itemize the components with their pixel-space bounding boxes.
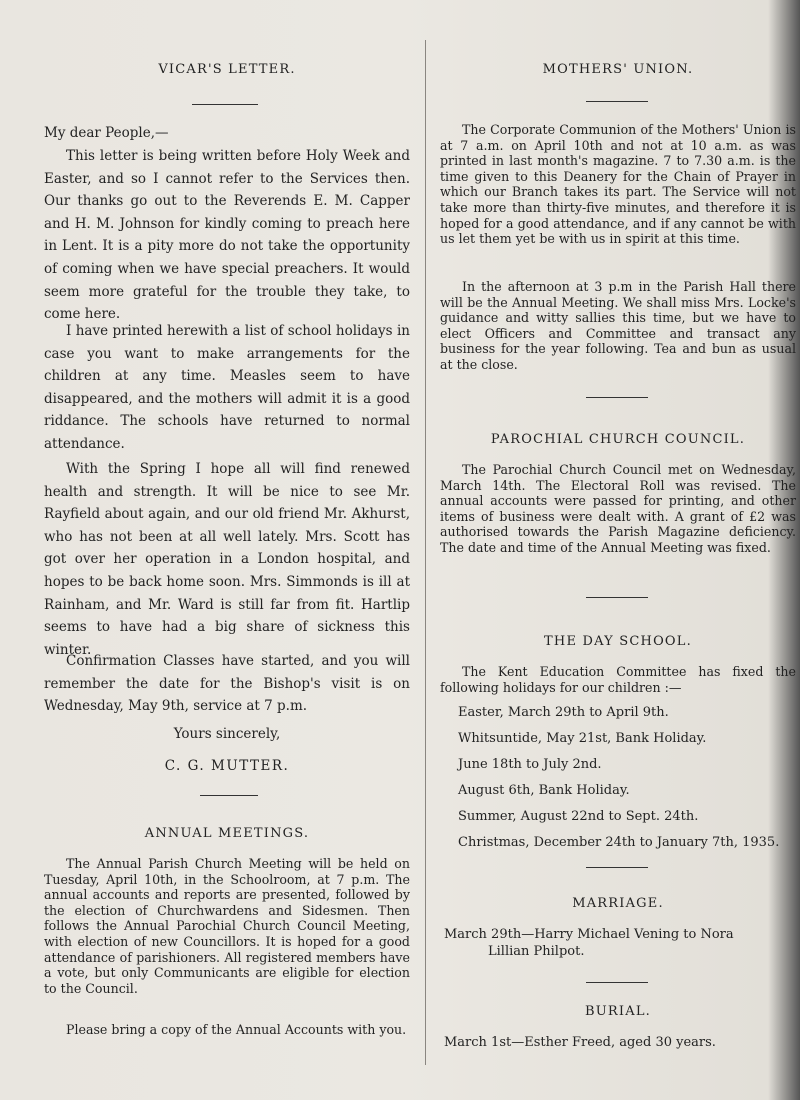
letter-paragraph: With the Spring I hope all will find renewed health and strength. It will be nice to see Mr. Rayfield about again, and our old friend Mr. Akhurst, who has not been at all well lately. Mrs. Scott has got over her operation in a London hospital, and hopes to be back home soon. Mrs. Simmonds is ill at Rainham, and Mr. Ward is still far from fit. Hartlip seems to have had a big share of sickness this winter.: [44, 461, 410, 658]
mothers-union-heading: MOTHERS' UNION.: [542, 62, 694, 77]
letter-closing: Yours sincerely,: [173, 726, 281, 742]
letter-signature: C. G. MUTTER.: [164, 758, 290, 774]
holiday-item: Summer, August 22nd to Sept. 24th.: [458, 809, 699, 824]
holiday-item: Whitsuntide, May 21st, Bank Holiday.: [458, 731, 707, 746]
holiday-item: June 18th to July 2nd.: [458, 757, 602, 772]
letter-paragraph: This letter is being written before Holy Week and Easter, and so I cannot refer to the Services then. Our thanks go out to the Reverends E. M. Capper and H. M. Johnson for kindly coming to preach here in Lent. It is a pity more do not take the opportunity of coming when we have special preachers. It would seem more grateful for the trouble they take, to come here.: [44, 148, 410, 323]
holiday-list: [458, 700, 798, 856]
burial-heading: BURIAL.: [585, 1004, 651, 1019]
pcc-paragraph: The Parochial Church Council met on Wednesday, March 14th. The Electoral Roll was revised. The annual accounts were passed for printing, and other items of business were dealt with. A grant of £2 was authorised towards the Parish Magazine deficiency. The date and time of the Annual Meeting was fixed.: [440, 462, 796, 555]
marriage-entry: [444, 926, 796, 960]
letter-paragraph: Confirmation Classes have started, and you will remember the date for the Bishop's visit is on Wednesday, May 9th, service at 7 p.m.: [44, 653, 410, 715]
section-rule: [586, 597, 648, 598]
burial-entry: March 1st—Esther Freed, aged 30 years.: [444, 1035, 716, 1050]
mothers-union-paragraph: In the afternoon at 3 p.m in the Parish Hall there will be the Annual Meeting. We shall miss Mrs. Locke's guidance and witty sallies this time, but we have to elect Officers and Committee and transact any business for the year following. Tea and bun as usual at the close.: [440, 279, 796, 372]
marriage-line: Lillian Philpot.: [488, 944, 585, 959]
marriage-line: March 29th—Harry Michael Vening to Nora: [444, 927, 734, 942]
section-rule: [586, 982, 648, 983]
section-rule: [586, 867, 648, 868]
column-divider: [425, 40, 426, 1065]
section-rule: [200, 795, 258, 796]
letter-paragraph: I have printed herewith a list of school holidays in case you want to make arrangements for the children at any time. Measles seem to have disappeared, and the mothers will admit it is a good riddance. The schools have returned to normal attendance.: [44, 323, 410, 452]
section-rule: [586, 397, 648, 398]
holiday-item: Easter, March 29th to April 9th.: [458, 705, 669, 720]
annual-meetings-heading: ANNUAL MEETINGS.: [144, 826, 310, 841]
vicars-letter-heading: VICAR'S LETTER.: [158, 62, 296, 77]
left-column: [44, 0, 410, 1100]
mothers-union-paragraph: The Corporate Communion of the Mothers' Union is at 7 a.m. on April 10th and not at 10 a.m. as was printed in last month's magazine. 7 to 7.30 a.m. is the time given to this Deanery for the Chain of Prayer in which our Branch takes its part. The Service will not take more than thirty-five minutes, and therefore it is hoped for a good attendance, and if any cannot be with us let them yet be with us in spirit at this time.: [440, 122, 796, 247]
section-rule: [586, 101, 648, 102]
day-school-intro: The Kent Education Committee has fixed the following holidays for our children :—: [440, 664, 796, 695]
section-rule: [192, 104, 258, 105]
right-column: [440, 0, 796, 1100]
pcc-heading: PAROCHIAL CHURCH COUNCIL.: [490, 432, 746, 447]
annual-meetings-paragraph: The Annual Parish Church Meeting will be held on Tuesday, April 10th, in the Schoolroom, at 7 p.m. The annual accounts and reports are presented, followed by the election of Churchwardens and Sidesmen. Then follows the Annual Parochial Church Council Meeting, with election of new Councillors. It is hoped for a good attendance of parishioners. All registered members have a vote, but only Communicants are eligible for election to the Council.: [44, 856, 410, 996]
holiday-item: August 6th, Bank Holiday.: [458, 783, 630, 798]
salutation: My dear People,—: [44, 125, 169, 141]
holiday-item: Christmas, December 24th to January 7th, 1935.: [458, 835, 780, 850]
annual-meetings-paragraph: Please bring a copy of the Annual Accounts with you.: [66, 1022, 407, 1037]
marriage-heading: MARRIAGE.: [572, 896, 664, 911]
day-school-heading: THE DAY SCHOOL.: [544, 634, 692, 649]
